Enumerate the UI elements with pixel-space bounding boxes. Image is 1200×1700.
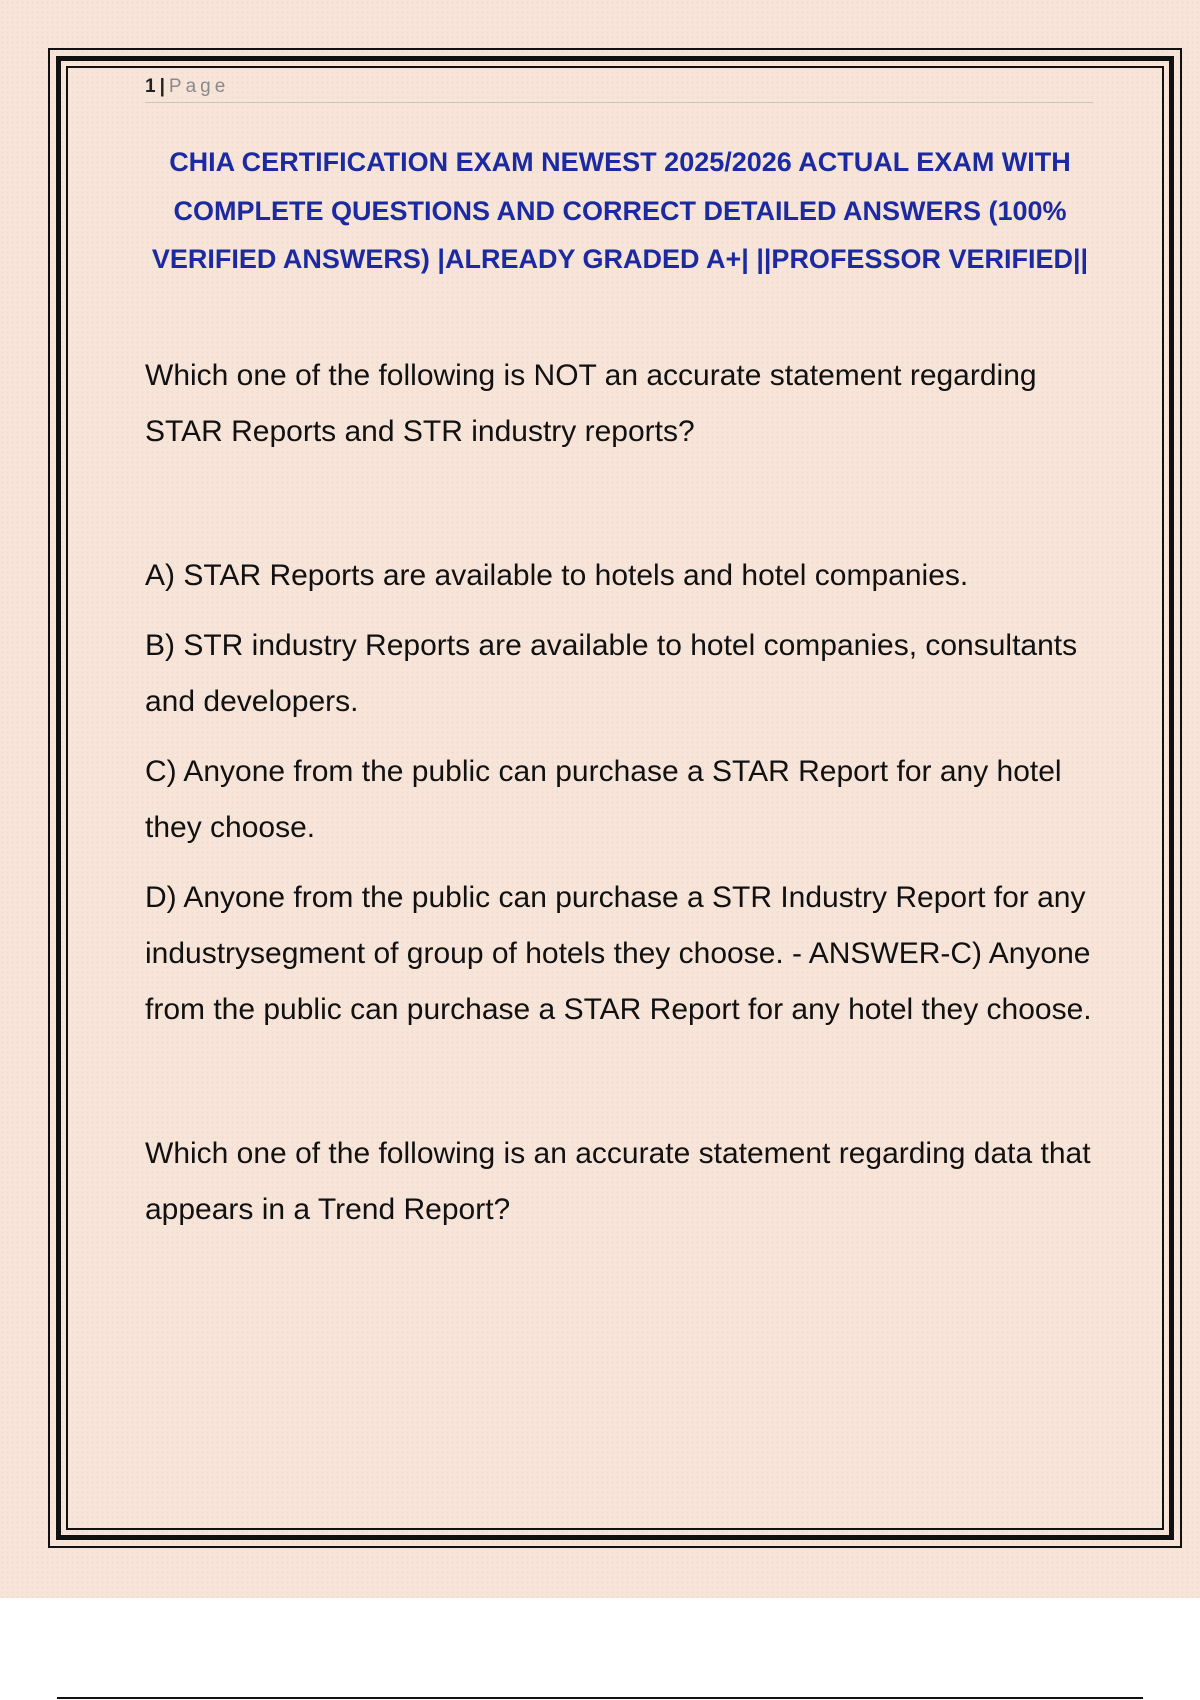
document-body: [145, 348, 1105, 1238]
page-number: 1: [145, 76, 156, 97]
page-header: [145, 72, 1093, 103]
document-title: CHIA CERTIFICATION EXAM NEWEST 2025/2026 ACTUAL EXAM WITH COMPLETE QUESTIONS AND CORRECT DETAILED ANSWERS (100% VERIFIED ANSWERS) |ALREADY GRADED A+| ||PROFESSOR VERIFIED||: [151, 147, 1089, 274]
question-1-stem: Which one of the following is NOT an accurate statement regarding STAR Reports and STR industry reports?: [145, 359, 1037, 448]
question-2-stem: Which one of the following is an accurate statement regarding data that appears in a Trend Report?: [145, 1137, 1091, 1226]
bottom-divider: [57, 1697, 1143, 1699]
page-separator: |: [159, 76, 165, 97]
question-1-option-c: C) Anyone from the public can purchase a STAR Report for any hotel they choose.: [145, 755, 1062, 844]
question-1-option-a: A) STAR Reports are available to hotels and hotel companies.: [145, 559, 969, 592]
question-1-option-b: B) STR industry Reports are available to hotel companies, consultants and developers.: [145, 629, 1078, 718]
question-1-option-d-answer: D) Anyone from the public can purchase a STR Industry Report for any industrysegment of group of hotels they choose. - ANSWER-C) Anyone from the public can purchase a STAR Report for any hotel they choose.: [145, 881, 1092, 1026]
page-label: Page: [168, 76, 230, 97]
